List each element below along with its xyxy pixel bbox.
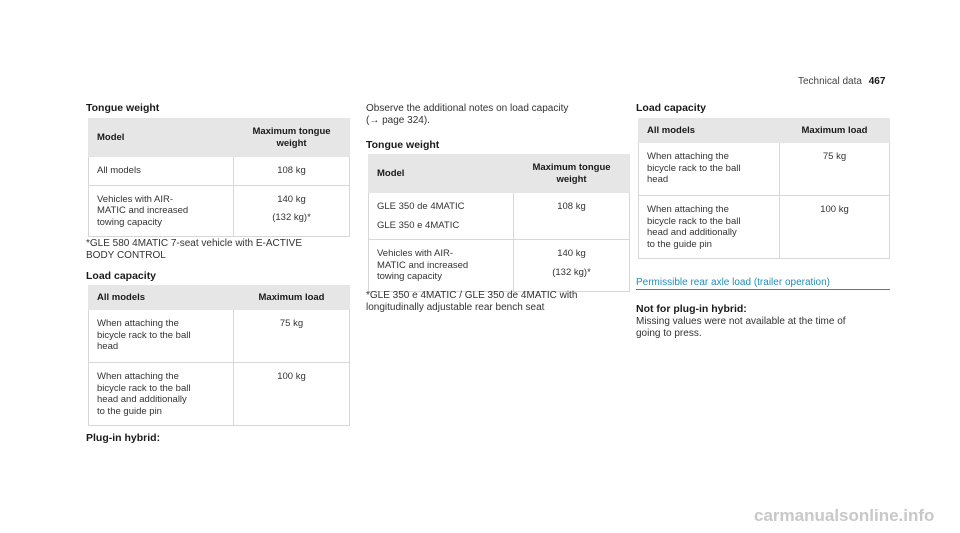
table-row: When attaching the bicycle rack to the ball head 75 kg <box>89 310 350 363</box>
table-row: When attaching the bicycle rack to the ball head and additionally to the guide pin 100 kg <box>89 363 350 426</box>
not-for-plug-in-hybrid-heading: Not for plug-in hybrid: <box>636 303 747 315</box>
table-row: When attaching the bicycle rack to the ball head 75 kg <box>639 143 890 196</box>
page-number: 467 <box>868 76 886 87</box>
col-model-header: Model <box>89 119 234 157</box>
section-title: Technical data <box>798 76 862 87</box>
table-row: GLE 350 de 4MATIC GLE 350 e 4MATIC 108 kg <box>369 193 630 240</box>
intro-note: Observe the additional notes on load capacity (→ page 324). <box>366 103 569 126</box>
tongue-weight-heading: Tongue weight <box>86 102 160 114</box>
col-models-header: All models <box>89 286 234 310</box>
col-max-header: Maximum tongue weight <box>234 119 350 157</box>
table-header-row <box>369 155 630 193</box>
table-header-row <box>89 119 350 157</box>
table-row: Vehicles with AIR- MATIC and increased towing capacity 140 kg (132 kg)* <box>89 185 350 237</box>
missing-values-note: Missing values were not available at the time of going to press. <box>636 316 846 339</box>
col-max-header: Maximum load <box>234 286 350 310</box>
load-capacity-table <box>638 118 890 259</box>
table-row: When attaching the bicycle rack to the ball head and additionally to the guide pin 100 kg <box>639 196 890 259</box>
watermark: carmanualsonline.info <box>754 506 935 525</box>
footnote: *GLE 580 4MATIC 7-seat vehicle with E-ACTIVE BODY CONTROL <box>86 238 303 261</box>
col-models-header: All models <box>639 119 780 143</box>
table-row: All models 108 kg <box>89 157 350 186</box>
running-header <box>798 76 885 87</box>
tongue-weight-table <box>88 118 350 237</box>
tongue-weight-table <box>368 154 630 292</box>
col-max-header: Maximum load <box>780 119 890 143</box>
load-capacity-heading: Load capacity <box>86 270 157 282</box>
tongue-weight-heading: Tongue weight <box>366 139 440 151</box>
table-row: Vehicles with AIR- MATIC and increased towing capacity 140 kg (132 kg)* <box>369 240 630 292</box>
load-capacity-heading: Load capacity <box>636 102 707 114</box>
col-max-header: Maximum tongue weight <box>514 155 630 193</box>
table-header-row <box>639 119 890 143</box>
permissible-rear-axle-load-link[interactable]: Permissible rear axle load (trailer operation) <box>636 277 890 290</box>
load-capacity-table <box>88 285 350 426</box>
col-model-header: Model <box>369 155 514 193</box>
plug-in-hybrid-heading: Plug-in hybrid: <box>86 432 161 444</box>
footnote: *GLE 350 e 4MATIC / GLE 350 de 4MATIC with longitudinally adjustable rear bench seat <box>366 290 578 313</box>
table-header-row <box>89 286 350 310</box>
